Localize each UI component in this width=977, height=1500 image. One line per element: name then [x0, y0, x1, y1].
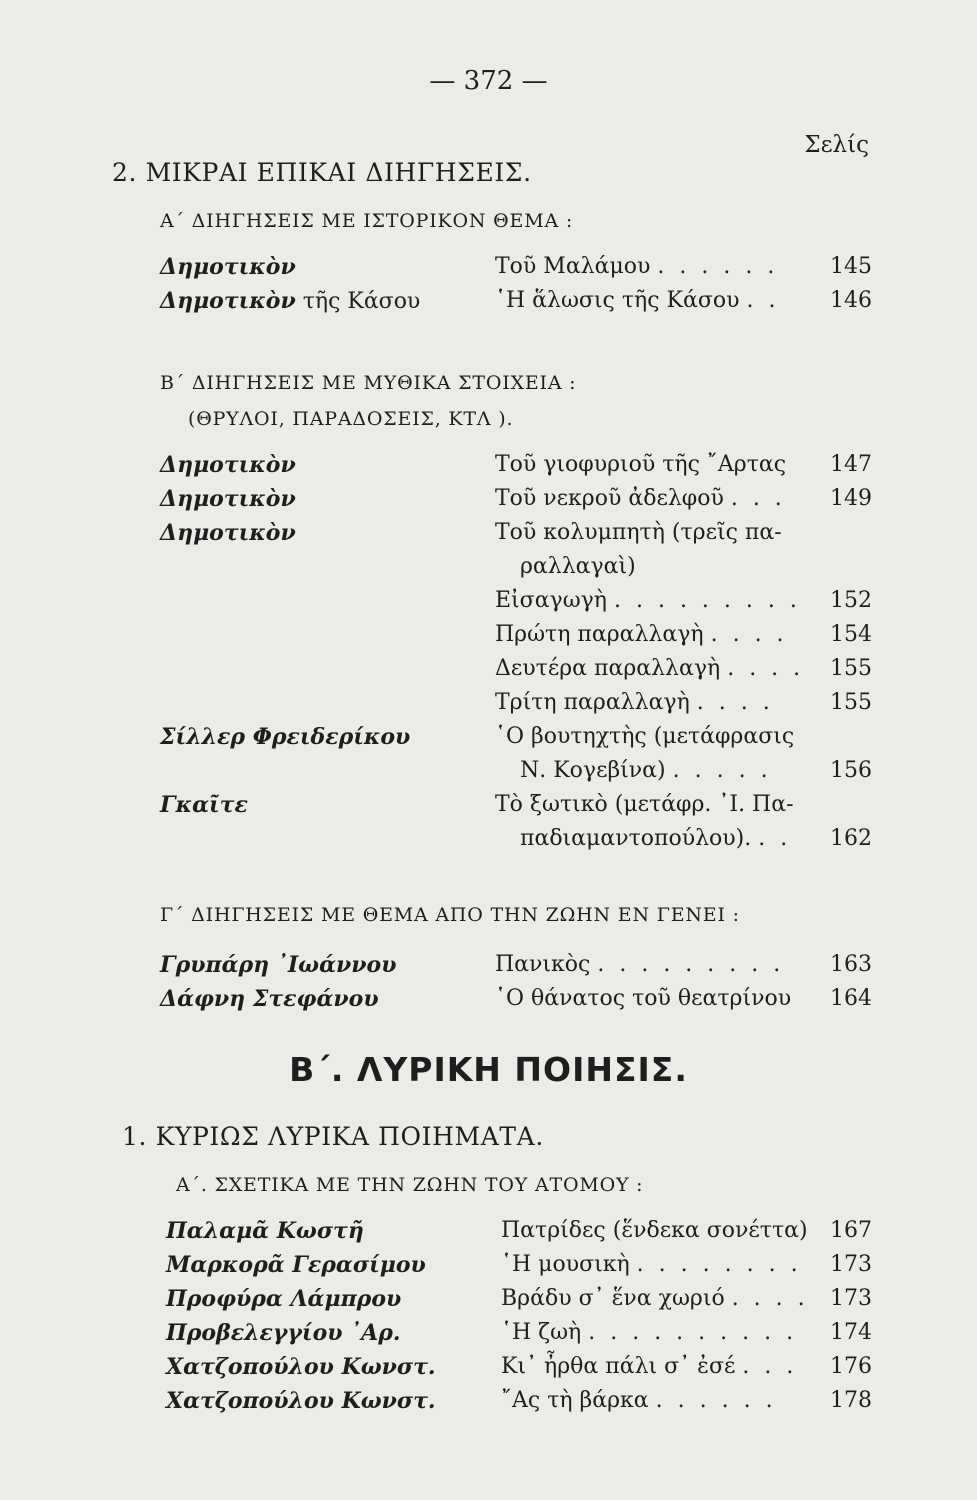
entry-author: Δημοτικὸν τῆς Κάσου [160, 288, 421, 314]
entry-title: Κι᾿ ἦρθα πάλι σ᾿ ἐσέ . . . [501, 1354, 798, 1379]
entry-page: 146 [830, 288, 872, 313]
entry-title: Τοῦ νεκροῦ ἀδελφοῦ . . . [495, 486, 786, 511]
entry-title: Τοῦ Μαλάμου . . . . . . [495, 254, 779, 279]
entry-author: Δημοτικὸν [160, 486, 296, 512]
entry-title: ῾Η μουσικὴ . . . . . . . . [501, 1252, 802, 1277]
entry-page: 178 [830, 1388, 872, 1413]
subsection-heading-a: Α΄ ΔΙΗΓΗΣΕΙΣ ΜΕ ΙΣΤΟΡΙΚΟΝ ΘΕΜΑ : [160, 210, 574, 232]
entry-author: Προβελεγγίου ᾿Αρ. [166, 1320, 401, 1346]
toc-entry [160, 550, 872, 584]
entry-author: Παλαμᾶ Κωστῆ [166, 1218, 364, 1244]
entry-title: ῾Η ζωὴ . . . . . . . . . . [501, 1320, 798, 1345]
entry-page: 149 [830, 486, 872, 511]
subsection-heading-g: Γ΄ ΔΙΗΓΗΣΕΙΣ ΜΕ ΘΕΜΑ ΑΠΟ ΤΗΝ ΖΩΗΝ ΕΝ ΓΕΝΕΙ : [160, 904, 740, 926]
toc-entry [160, 754, 872, 788]
section-heading-1: 1. ΚΥΡΙΩΣ ΛΥΡΙΚΑ ΠΟΙΗΜΑΤΑ. [122, 1122, 544, 1151]
entry-author: Γρυπάρη ᾿Ιωάννου [160, 952, 397, 978]
toc-entry [160, 482, 872, 516]
entry-page: 163 [830, 952, 872, 977]
entry-author: Μαρκορᾶ Γερασίμου [166, 1252, 426, 1278]
toc-entry [166, 1316, 872, 1350]
toc-entry [166, 1282, 872, 1316]
entry-author: Χατζοπούλου Κωνστ. [166, 1354, 436, 1380]
column-label: Σελίς [804, 132, 869, 158]
entry-page: 167 [830, 1218, 872, 1243]
toc-entry [160, 584, 872, 618]
entry-title: ῾Ο θάνατος τοῦ θεατρίνου [495, 986, 792, 1011]
entry-page: 155 [830, 656, 872, 681]
entry-title: Βράδυ σ᾿ ἕνα χωριό . . . . [501, 1286, 809, 1311]
toc-entry [166, 1384, 872, 1418]
subsection-heading-a2: Α΄. ΣΧΕΤΙΚΑ ΜΕ ΤΗΝ ΖΩΗΝ ΤΟΥ ΑΤΟΜΟΥ : [176, 1174, 644, 1196]
entries-group-g [160, 948, 872, 1016]
entry-page: 176 [830, 1354, 872, 1379]
entry-page: 145 [830, 254, 872, 279]
entry-page: 147 [830, 452, 872, 477]
entries-group-b [160, 448, 872, 856]
toc-entry [160, 822, 872, 856]
entry-author: Δημοτικὸν [160, 452, 296, 478]
toc-entry [160, 618, 872, 652]
entry-author: Γκαῖτε [160, 792, 248, 818]
entry-author: Δημοτικὸν [160, 520, 296, 546]
toc-entry [160, 788, 872, 822]
entry-page: 173 [830, 1252, 872, 1277]
entry-title: Τοῦ γιοφυριοῦ τῆς ῎Αρτας [495, 452, 787, 477]
toc-entry [160, 948, 872, 982]
entry-page: 173 [830, 1286, 872, 1311]
entry-page: 155 [830, 690, 872, 715]
entry-page: 174 [830, 1320, 872, 1345]
entry-title: Εἰσαγωγὴ . . . . . . . . . [495, 588, 801, 613]
entry-author: Προφύρα Λάμπρου [166, 1286, 402, 1312]
entry-author: Δάφνη Στεφάνου [160, 986, 379, 1012]
entry-page: 154 [830, 622, 872, 647]
entry-title: παδιαμαντοπούλου). . . [520, 826, 792, 851]
entry-title: ραλλαγαὶ) [520, 554, 636, 579]
entry-author: Χατζοπούλου Κωνστ. [166, 1388, 436, 1414]
entry-title: Ν. Κογεβίνα) . . . . . [520, 758, 772, 783]
entry-title: Τοῦ κολυμπητὴ (τρεῖς πα- [495, 520, 782, 545]
toc-entry [160, 652, 872, 686]
section-heading-2: 2. ΜΙΚΡΑΙ ΕΠΙΚΑΙ ΔΙΗΓΗΣΕΙΣ. [112, 158, 532, 187]
entry-title: Πατρίδες (ἕνδεκα σονέττα) [501, 1218, 808, 1243]
entry-author: Σίλλερ Φρειδερίκου [160, 724, 411, 750]
entry-title: Τὸ ξωτικὸ (μετάφρ. ᾿Ι. Πα- [495, 792, 794, 817]
toc-entry [160, 982, 872, 1016]
entry-page: 162 [830, 826, 872, 851]
entry-page: 156 [830, 758, 872, 783]
entry-title: ῎Ας τὴ βάρκα . . . . . . [501, 1388, 777, 1413]
entries-group-a2 [166, 1214, 872, 1418]
entry-page: 152 [830, 588, 872, 613]
entry-page: 164 [830, 986, 872, 1011]
toc-entry [166, 1248, 872, 1282]
toc-entry [166, 1350, 872, 1384]
entry-title: ῾Ο βουτηχτὴς (μετάφρασις [495, 724, 795, 749]
subsection-heading-b: Β΄ ΔΙΗΓΗΣΕΙΣ ΜΕ ΜΥΘΙΚΑ ΣΤΟΙΧΕΙΑ : [160, 372, 577, 394]
entry-title: Πρώτη παραλλαγὴ . . . . [495, 622, 788, 647]
toc-entry [160, 720, 872, 754]
entry-author: Δημοτικὸν [160, 254, 296, 280]
toc-entry [160, 448, 872, 482]
entries-group-a [160, 250, 872, 318]
subsection-subheading-b: (ΘΡΥΛΟΙ, ΠΑΡΑΔΟΣΕΙΣ, ΚΤΛ ). [188, 408, 514, 430]
entry-title: Δευτέρα παραλλαγὴ . . . . [495, 656, 805, 681]
toc-entry [160, 250, 872, 284]
part-heading-lyric-poetry: Β΄. ΛΥΡΙΚΗ ΠΟΙΗΣΙΣ. [289, 1050, 688, 1089]
toc-entry [160, 516, 872, 550]
page-number: — 372 — [429, 66, 548, 96]
toc-entry [166, 1214, 872, 1248]
entry-title: Πανικὸς . . . . . . . . . [495, 952, 785, 977]
entry-title: ῾Η ἅλωσις τῆς Κάσου . . [495, 288, 780, 313]
toc-entry [160, 686, 872, 720]
toc-entry [160, 284, 872, 318]
entry-title: Τρίτη παραλλαγὴ . . . . [495, 690, 774, 715]
